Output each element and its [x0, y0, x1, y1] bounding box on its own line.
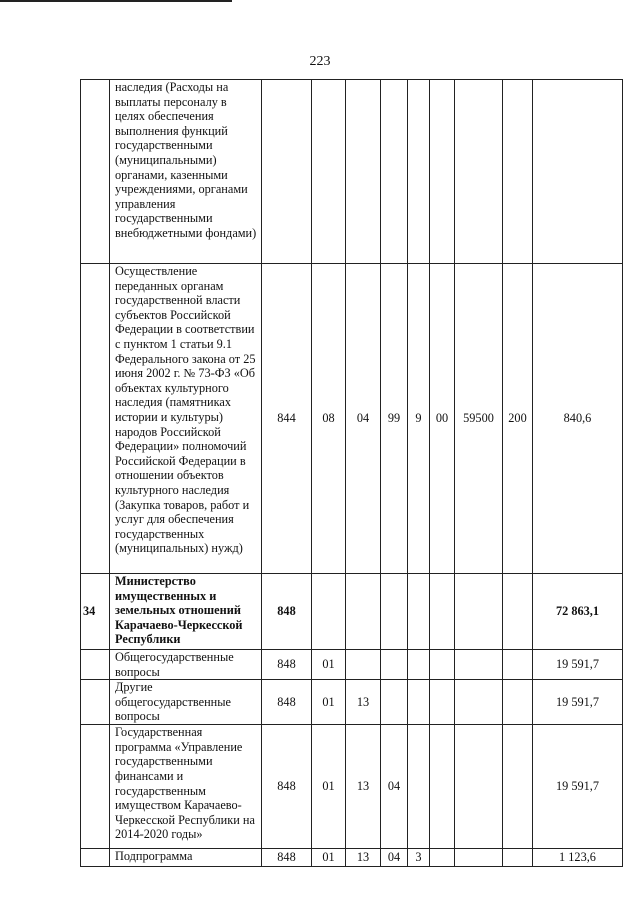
- row-subsection-code: 13: [346, 680, 381, 725]
- row-subprogram-code: [408, 725, 430, 849]
- row-direction-code: [455, 725, 503, 849]
- row-ved-code: 844: [262, 264, 312, 574]
- row-section-code: [312, 80, 346, 264]
- row-amount: 19 591,7: [533, 725, 623, 849]
- row-description: Подпрограмма: [110, 849, 262, 867]
- row-activity-code: [430, 725, 455, 849]
- row-section-code: 08: [312, 264, 346, 574]
- row-amount: 19 591,7: [533, 680, 623, 725]
- row-subsection-code: 13: [346, 725, 381, 849]
- row-section-code: [312, 574, 346, 650]
- row-subprogram-code: [408, 80, 430, 264]
- row-number: [81, 650, 110, 680]
- row-program-code: [381, 574, 408, 650]
- row-amount: [533, 80, 623, 264]
- row-direction-code: [455, 849, 503, 867]
- row-subsection-code: 13: [346, 849, 381, 867]
- table-row: [81, 80, 623, 264]
- row-description: Общегосударственные вопросы: [110, 650, 262, 680]
- row-direction-code: [455, 650, 503, 680]
- row-subprogram-code: 3: [408, 849, 430, 867]
- row-description: Другие общегосударственные вопросы: [110, 680, 262, 725]
- row-section-code: 01: [312, 849, 346, 867]
- row-direction-code: 59500: [455, 264, 503, 574]
- row-program-code: [381, 80, 408, 264]
- row-expense-type-code: 200: [503, 264, 533, 574]
- row-ved-code: [262, 80, 312, 264]
- table-row: [81, 264, 623, 574]
- row-section-code: 01: [312, 725, 346, 849]
- row-expense-type-code: [503, 680, 533, 725]
- row-description: Министерство имущественных и земельных отношений Карачаево-Черкесской Республики: [110, 574, 262, 650]
- row-activity-code: [430, 574, 455, 650]
- row-activity-code: [430, 650, 455, 680]
- row-section-code: 01: [312, 650, 346, 680]
- row-number: 34: [81, 574, 110, 650]
- row-expense-type-code: [503, 574, 533, 650]
- table-row: [81, 680, 623, 725]
- row-expense-type-code: [503, 725, 533, 849]
- row-amount: 840,6: [533, 264, 623, 574]
- table-row: [81, 574, 623, 650]
- row-number: [81, 680, 110, 725]
- row-activity-code: [430, 80, 455, 264]
- row-section-code: 01: [312, 680, 346, 725]
- row-description: Осуществление переданных органам государственной власти субъектов Российской Федерации в соответствии с пунктом 1 статьи 9.1 Федерального закона от 25 июня 2002 г. № 73-ФЗ «Об объектах культурного наследия (памятниках истории и культуры) народов Российской Федерации» полномочий Российской Федерации в отношении объектов культурного наследия (Закупка товаров, работ и услуг для обеспечения государственных (муниципальных) нужд): [110, 264, 262, 574]
- table-row: [81, 725, 623, 849]
- table-row: [81, 849, 623, 867]
- row-ved-code: 848: [262, 650, 312, 680]
- row-expense-type-code: [503, 80, 533, 264]
- row-direction-code: [455, 574, 503, 650]
- row-subsection-code: [346, 574, 381, 650]
- row-direction-code: [455, 80, 503, 264]
- row-amount: 1 123,6: [533, 849, 623, 867]
- row-program-code: [381, 650, 408, 680]
- row-description: наследия (Расходы на выплаты персоналу в целях обеспечения выполнения функций государственными (муниципальными) органами, казенными учреждениями, органами управления государственными внебюджетными фондами): [110, 80, 262, 264]
- row-number: [81, 80, 110, 264]
- row-subprogram-code: 9: [408, 264, 430, 574]
- row-expense-type-code: [503, 650, 533, 680]
- row-amount: 19 591,7: [533, 650, 623, 680]
- row-subprogram-code: [408, 650, 430, 680]
- top-rule: [0, 0, 232, 2]
- page-number: 223: [309, 54, 331, 69]
- row-direction-code: [455, 680, 503, 725]
- row-subprogram-code: [408, 680, 430, 725]
- row-activity-code: [430, 680, 455, 725]
- row-activity-code: [430, 849, 455, 867]
- table-row: [81, 650, 623, 680]
- budget-table: [80, 79, 623, 867]
- row-ved-code: 848: [262, 574, 312, 650]
- row-program-code: 99: [381, 264, 408, 574]
- row-number: [81, 849, 110, 867]
- row-subsection-code: [346, 650, 381, 680]
- row-program-code: 04: [381, 849, 408, 867]
- row-subsection-code: [346, 80, 381, 264]
- row-subsection-code: 04: [346, 264, 381, 574]
- row-ved-code: 848: [262, 680, 312, 725]
- row-description: Государственная программа «Управление государственными финансами и государственным имуществом Карачаево-Черкесской Республики на 2014-2020 годы»: [110, 725, 262, 849]
- row-activity-code: 00: [430, 264, 455, 574]
- row-ved-code: 848: [262, 849, 312, 867]
- row-number: [81, 725, 110, 849]
- row-expense-type-code: [503, 849, 533, 867]
- row-ved-code: 848: [262, 725, 312, 849]
- row-program-code: 04: [381, 725, 408, 849]
- row-number: [81, 264, 110, 574]
- row-amount: 72 863,1: [533, 574, 623, 650]
- row-program-code: [381, 680, 408, 725]
- row-subprogram-code: [408, 574, 430, 650]
